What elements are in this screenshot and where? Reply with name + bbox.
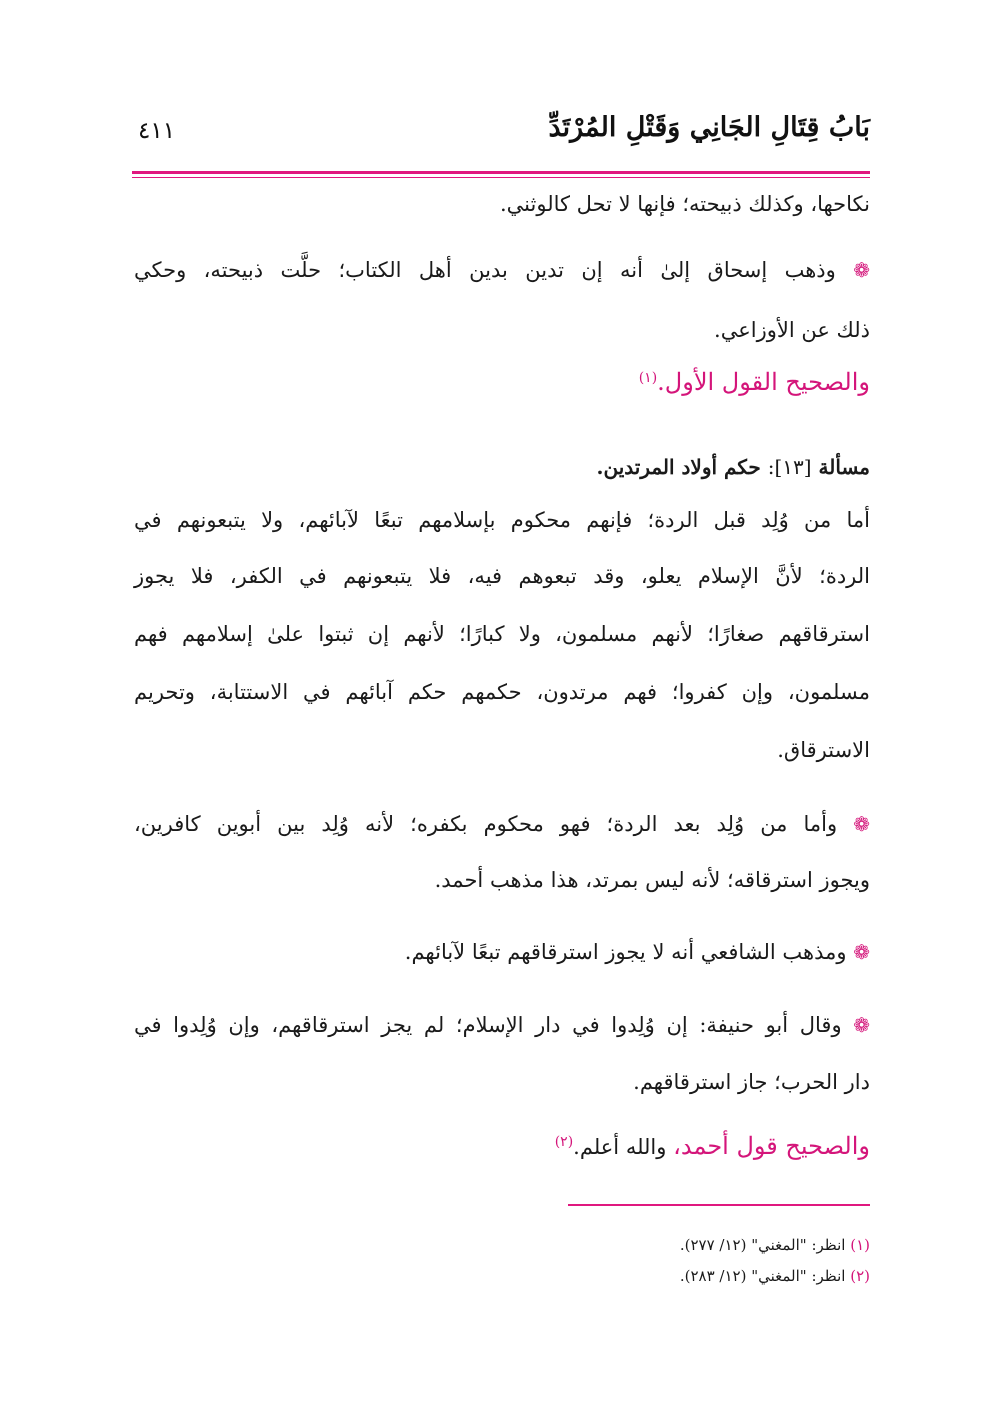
paragraph-line: الاسترقاق.	[777, 738, 870, 762]
paragraph-text: وذهب إسحاق إلىٰ أنه إن تدين بدين أهل الكتاب؛ حلَّت ذبيحته، وحكي	[134, 258, 836, 282]
text-line: ذلك عن الأوزاعي.	[714, 318, 870, 342]
footnote-number: (٢)	[850, 1267, 870, 1285]
paragraph-line: مسلمون، وإن كفروا؛ فهم مرتدون، حكمهم حكم آبائهم في الاستتابة، وتحريم	[134, 680, 870, 704]
header-rule-thin	[132, 177, 870, 178]
footnote-ref: (٢)	[554, 1134, 574, 1150]
conclusion-rest: والله أعلم.	[573, 1135, 667, 1159]
conclusion-text: والصحيح القول الأول.	[657, 368, 870, 396]
flower-icon: ❁	[853, 258, 870, 282]
footnote	[680, 1267, 870, 1285]
paragraph-line	[134, 1013, 870, 1037]
paragraph-text: ومذهب الشافعي أنه لا يجوز استرقاقهم تبعًا لآبائهم.	[404, 940, 847, 964]
paragraph-line	[134, 258, 870, 282]
footnote-text: انظر: "المغني" (١٢/ ٢٧٧).	[679, 1236, 846, 1254]
section-number: [١٣]:	[767, 455, 812, 479]
paragraph-text: وأما من وُلِد بعد الردة؛ فهو محكوم بكفره؛ لأنه وُلِد بين أبوين كافرين،	[134, 812, 838, 836]
paragraph-line	[134, 812, 870, 836]
chapter-title: بَابُ قِتَالِ الجَانِي وَقَتْلِ المُرْتَدِّ	[548, 112, 870, 143]
paragraph-line: دار الحرب؛ جاز استرقاقهم.	[633, 1070, 870, 1094]
conclusion-line	[555, 1132, 870, 1160]
footnote-separator	[568, 1204, 870, 1206]
footnote-text: انظر: "المغني" (١٢/ ٢٨٣).	[679, 1267, 846, 1285]
paragraph-line	[405, 940, 870, 964]
conclusion-text: والصحيح قول أحمد،	[673, 1132, 870, 1160]
text-line: نكاحها، وكذلك ذبيحته؛ فإنها لا تحل كالوثني.	[500, 192, 870, 216]
footnote-number: (١)	[850, 1236, 870, 1254]
paragraph-line: أما من وُلِد قبل الردة؛ فإنهم محكوم بإسلامهم تبعًا لآبائهم، ولا يتبعونهم في	[134, 508, 870, 532]
header-rule	[132, 171, 870, 174]
section-title: حكم أولاد المرتدين.	[596, 455, 761, 479]
page-number: ٤١١	[138, 118, 176, 144]
footnote-ref: (١)	[638, 370, 658, 386]
flower-icon: ❁	[853, 1013, 870, 1037]
paragraph-line: الردة؛ لأنَّ الإسلام يعلو، وقد تبعوهم فيه، فلا يتبعونهم في الكفر، فلا يجوز	[134, 564, 870, 588]
section-heading	[597, 455, 871, 479]
conclusion-line	[639, 368, 870, 396]
flower-icon: ❁	[853, 812, 870, 836]
footnote	[680, 1236, 870, 1254]
paragraph-line: ويجوز استرقاقه؛ لأنه ليس بمرتد، هذا مذهب أحمد.	[434, 868, 870, 892]
section-label: مسألة	[818, 455, 870, 479]
paragraph-line: استرقاقهم صغارًا؛ لأنهم مسلمون، ولا كبارًا؛ لأنهم إن ثبتوا علىٰ إسلامهم فهم	[134, 622, 870, 646]
flower-icon: ❁	[853, 940, 870, 964]
paragraph-text: وقال أبو حنيفة: إن وُلِدوا في دار الإسلام؛ لم يجز استرقاقهم، وإن وُلِدوا في	[134, 1013, 842, 1037]
